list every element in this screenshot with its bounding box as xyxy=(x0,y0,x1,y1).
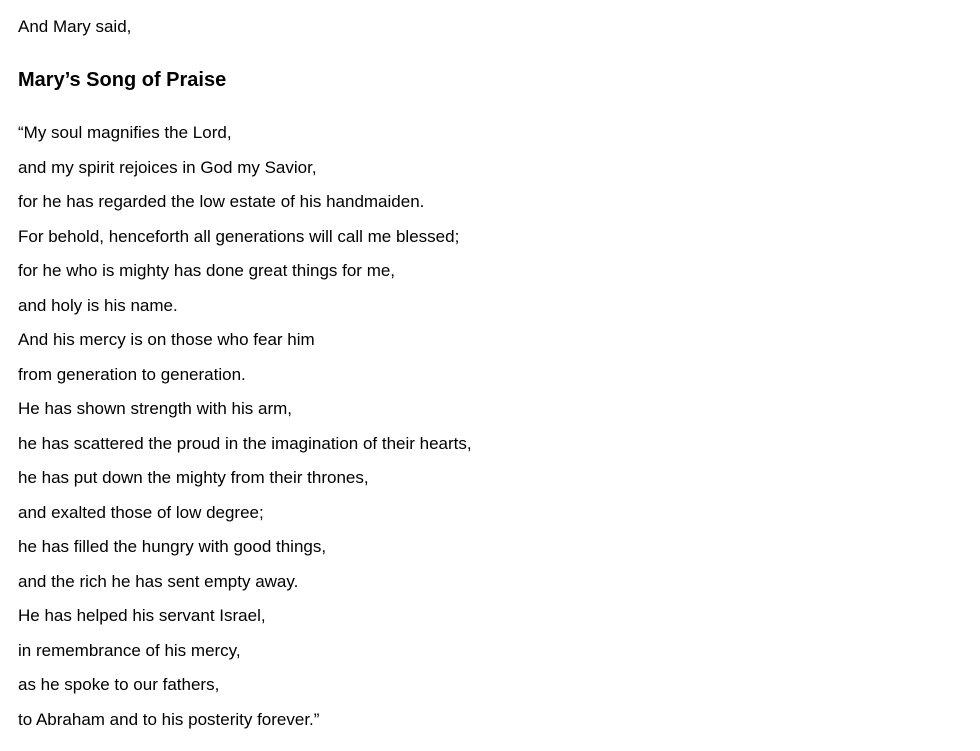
poem-line: for he who is mighty has done great things for me, xyxy=(18,261,396,280)
section-heading: Mary’s Song of Praise xyxy=(18,69,227,91)
poem-line: He has helped his servant Israel, xyxy=(18,606,266,625)
poem-line: and my spirit rejoices in God my Savior, xyxy=(18,157,317,177)
poem-line: and the rich he has sent empty away. xyxy=(18,571,299,591)
poem-line: for he has regarded the low estate of his handmaiden. xyxy=(18,192,425,211)
document-body xyxy=(18,0,980,751)
poem-line: as he spoke to our fathers, xyxy=(18,675,220,694)
poem-line: he has put down the mighty from their thrones, xyxy=(18,468,369,487)
poem-line: in remembrance of his mercy, xyxy=(18,640,241,660)
poem-line: And his mercy is on those who fear him xyxy=(18,330,315,349)
poem-line: from generation to generation. xyxy=(18,364,246,384)
poem-line: he has filled the hungry with good things, xyxy=(18,537,327,556)
poem-line: He has shown strength with his arm, xyxy=(18,399,293,418)
poem-line: he has scattered the proud in the imagination of their hearts, xyxy=(18,433,472,453)
poem-line: and holy is his name. xyxy=(18,295,178,315)
poem-line: to Abraham and to his posterity forever.” xyxy=(18,709,320,729)
intro-line: And Mary said, xyxy=(18,17,132,36)
poem-line: and exalted those of low degree; xyxy=(18,502,264,522)
poem-line: For behold, henceforth all generations will call me blessed; xyxy=(18,226,460,246)
poem-line: “My soul magnifies the Lord, xyxy=(18,123,232,142)
poem-lines xyxy=(18,121,472,742)
